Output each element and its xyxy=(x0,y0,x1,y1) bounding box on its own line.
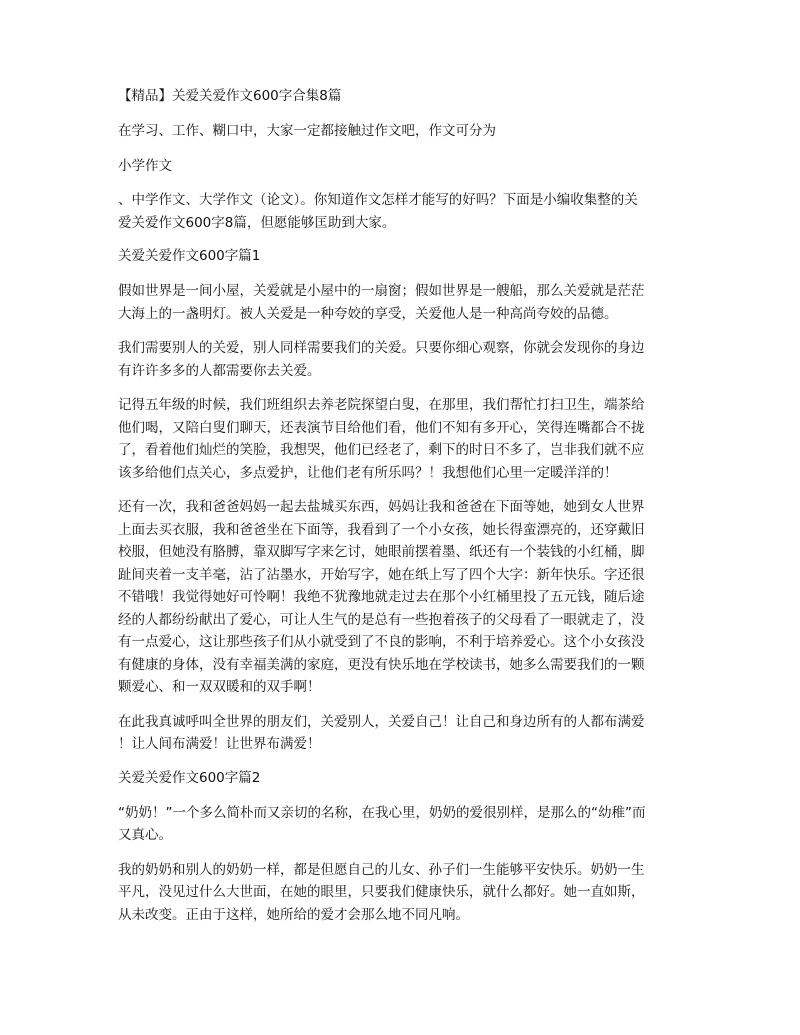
section1-paragraph-5 xyxy=(118,711,684,756)
text-line: 从未改变。正由于这样，她所给的爱才会那么地不同凡响。 xyxy=(118,906,469,923)
text-line: “奶奶！”一个多么简朴而又亲切的名称，在我心里，奶奶的爱很别样，是那么的“幼稚”而 xyxy=(118,804,646,821)
text-line: 有许许多多的人都需要你去关爱。 xyxy=(118,362,321,379)
text-line: 有健康的身体，没有幸福美满的家庭，更没有快乐地在学校读书，她多么需要我们的一颗 xyxy=(118,656,645,673)
section1-paragraph-3 xyxy=(118,394,684,484)
section-heading-1: 关爱关爱作文600字篇1 xyxy=(118,248,261,264)
section1-paragraph-2 xyxy=(118,337,684,382)
text-line: 经的人都纷纷献出了爱心，可让人生气的是总有一些抱着孩子的父母看了一眼就走了，没 xyxy=(118,611,645,628)
text-line: 在学习、工作、糊口中，大家一定都接触过作文吧，作文可分为 xyxy=(118,123,496,139)
section2-paragraph-2 xyxy=(118,859,684,927)
text-line: 有一点爱心，这让那些孩子们从小就受到了不良的影响，不利于培养爱心。这个小女孩没 xyxy=(118,634,645,650)
text-line: 又真心。 xyxy=(118,827,172,843)
section1-paragraph-1 xyxy=(118,280,684,325)
text-line: 假如世界是一间小屋，关爱就是小屋中的一扇窗；假如世界是一艘船，那么关爱就是茫茫 xyxy=(118,283,645,299)
text-line: 、中学作文、大学作文（论文）。你知道作文怎样才能写的好吗？下面是小编收集整的关 xyxy=(118,192,638,208)
document-page xyxy=(118,86,684,938)
text-line: 他们喝，又陪白叟们聊天，还表演节目给他们看，他们不知有多开心，笑得连嘴都合不拢 xyxy=(118,419,645,436)
text-line: 大海上的一盏明灯。被人关爱是一种夸姣的享受，关爱他人是一种高尚夸姣的品德。 xyxy=(118,305,618,322)
text-line: 爱关爱作文600字8篇，但愿能够匡助到大家。 xyxy=(118,214,396,231)
section-heading-2: 关爱关爱作文600字篇2 xyxy=(118,769,261,786)
section1-paragraph-4 xyxy=(118,496,684,699)
text-line: ！让人间布满爱！让世界布满爱！ xyxy=(118,736,321,752)
document-title: 【精品】关爱关爱作文600字合集8篇 xyxy=(118,88,342,104)
text-line: 颗爱心、和一双双暖和的双手啊！ xyxy=(118,679,321,695)
text-line: 不错哦！我觉得她好可怜啊！我绝不犹豫地就走过去在那个小红桶里投了五元钱，随后途 xyxy=(118,589,645,605)
section2-paragraph-1 xyxy=(118,802,684,847)
intro-paragraph-3 xyxy=(118,189,684,234)
text-line: 趾间夹着一支羊毫，沾了沾墨水，开始写字，她在纸上写了四个大字：新年快乐。字还很 xyxy=(118,566,645,583)
text-line: 该多给他们点关心，多点爱护，让他们老有所乐吗？！我想他们心里一定暖洋洋的！ xyxy=(118,464,618,481)
text-line: 在此我真诚呼叫全世界的朋友们，关爱别人，关爱自己！让自己和身边所有的人都布满爱 xyxy=(118,713,645,730)
text-line: 了，看着他们灿烂的笑脸，我想哭，他们已经老了，剩下的时日不多了，岂非我们就不应 xyxy=(118,442,645,458)
text-line: 上面去买衣服，我和爸爸坐在下面等，我看到了一个小女孩，她长得蛮漂亮的，还穿戴旧 xyxy=(118,521,645,538)
text-line: 我的奶奶和别人的奶奶一样，都是但愿自己的儿女、孙子们一生能够平安快乐。奶奶一生 xyxy=(118,861,645,878)
intro-paragraph-2 xyxy=(118,155,684,178)
text-line: 平凡，没见过什么大世面，在她的眼里，只要我们健康快乐，就什么都好。她一直如斯， xyxy=(118,884,645,900)
text-line: 我们需要别人的关爱，别人同样需要我们的关爱。只要你细心观察，你就会发现你的身边 xyxy=(118,340,645,356)
text-line: 记得五年级的时候，我们班组织去养老院探望白叟，在那里，我们帮忙打扫卫生，端茶给 xyxy=(118,397,645,413)
text-line: 校服，但她没有胳膊，靠双脚写字来乞讨，她眼前摆着墨、纸还有一个装钱的小红桶，脚 xyxy=(118,544,645,560)
intro-paragraph-1 xyxy=(118,120,684,143)
text-line: 小学作文 xyxy=(118,157,172,174)
text-line: 还有一次，我和爸爸妈妈一起去盐城买东西，妈妈让我和爸爸在下面等她，她到女人世界 xyxy=(118,499,645,515)
